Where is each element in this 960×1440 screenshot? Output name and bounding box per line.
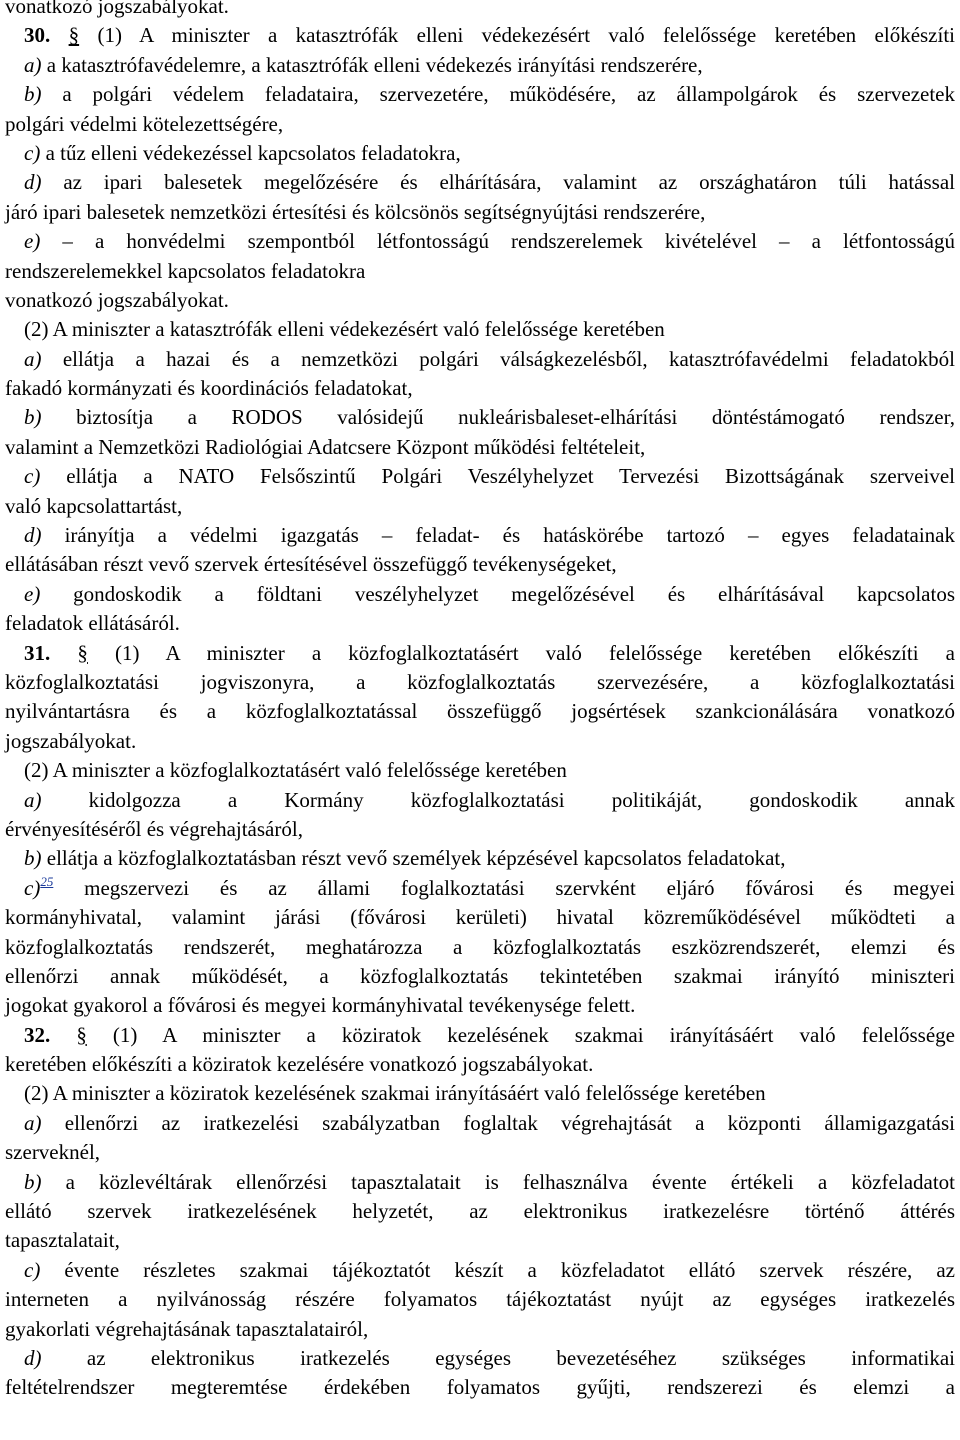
- list-item-c: [5, 139, 955, 168]
- item-text: ellátja a közfoglalkoztatásban részt vevő személyek képzésével kapcsolatos feladatokat,: [46, 846, 786, 871]
- item-text: a közlevéltárak ellenőrzési tapasztalatait is felhasználva évente értékeli a közfeladatot: [65, 1169, 956, 1194]
- list-item-a: [5, 786, 955, 815]
- subsection-heading: (2) A miniszter a köziratok kezelésének szakmai irányításáért való felelőssége keretében: [24, 1081, 766, 1106]
- item-text: ellenőrzi az iratkezelési szabályzatban foglaltak végrehajtását a központi államigazgatási: [64, 1110, 955, 1135]
- paragraph-line: valamint a Nemzetközi Radiológiai Adatcsere Központ működési feltételeit,: [5, 434, 646, 459]
- item-text: évente részletes szakmai tájékoztatót készít a közfeladatot ellátó szervek részére, az: [64, 1257, 955, 1282]
- item-text: a katasztrófavédelemre, a katasztrófák elleni védekezés irányítási rendszerére,: [46, 52, 703, 77]
- item-text: biztosítja a RODOS valósidejű nukleárisbaleset-elhárítási döntéstámogató rendszer,: [76, 405, 955, 430]
- item-letter: a): [24, 346, 42, 371]
- paragraph-line: ellátásában részt vevő szervek értesítésével összefüggő tevékenységeket,: [5, 552, 617, 577]
- list-item-d: [5, 168, 955, 197]
- paragraph-line: közfoglalkoztatás rendszerét, meghatározza a közfoglalkoztatás eszközrendszerét, elemzi és: [5, 934, 955, 959]
- paragraph-line: ellátó szervek iratkezelésének helyzetét, az elektronikus iratkezelésre történő áttérés: [5, 1199, 955, 1224]
- paragraph-line: keretében előkészíti a köziratok kezelésére vonatkozó jogszabályokat.: [5, 1052, 594, 1077]
- paragraph-line: kormányhivatal, valamint járási (fővárosi kerületi) hivatal közreműködésével működteti a: [5, 905, 955, 930]
- item-text: – a honvédelmi szempontból létfontosságú rendszerelemek kivételével – a létfontosságú: [62, 229, 955, 254]
- subsection-heading: (2) A miniszter a katasztrófák elleni védekezésért való felelőssége keretében: [24, 317, 665, 342]
- paragraph-line: érvényesítéséről és végrehajtásáról,: [5, 816, 303, 841]
- list-item-b: [5, 80, 955, 109]
- list-item-a: [5, 345, 955, 374]
- section-symbol: §: [77, 640, 88, 665]
- item-text: irányítja a védelmi igazgatás – feladat- és hatáskörébe tartozó – egyes feladatainak: [64, 523, 955, 548]
- item-letter: a): [24, 52, 42, 77]
- list-item-e: [5, 580, 955, 609]
- paragraph-line: közfoglalkoztatási jogviszonyra, a közfoglalkoztatás szervezésére, a közfoglalkoztatási: [5, 669, 955, 694]
- section-number: 30.: [24, 23, 51, 48]
- item-letter: a): [24, 1110, 42, 1135]
- item-text: kidolgozza a Kormány közfoglalkoztatási politikáját, gondoskodik annak: [88, 787, 955, 812]
- paragraph-line: gyakorlati végrehajtásának tapasztalatairól,: [5, 1316, 369, 1341]
- item-letter: b): [24, 1169, 42, 1194]
- paragraph-line: feltételrendszer megteremtése érdekében folyamatos gyűjti, rendszerezi és elemzi a: [5, 1375, 955, 1400]
- section-31-heading: [5, 639, 955, 668]
- section-symbol: §: [76, 1022, 87, 1047]
- paragraph-text: (1) A miniszter a katasztrófák elleni védekezésért való felelőssége keretében előkészíti: [97, 23, 956, 48]
- list-item-e: [5, 227, 955, 256]
- paragraph-line: jogszabályokat.: [5, 728, 137, 753]
- section-number: 31.: [24, 640, 51, 665]
- subsection-heading: (2) A miniszter a közfoglalkoztatásért való felelőssége keretében: [24, 758, 567, 783]
- list-item-d: [5, 1344, 955, 1373]
- item-letter: c): [24, 140, 41, 165]
- item-letter: b): [24, 846, 42, 871]
- item-letter: e): [24, 581, 41, 606]
- item-text: gondoskodik a földtani veszélyhelyzet megelőzésével és elhárításával kapcsolatos: [73, 581, 955, 606]
- paragraph-text: (1) A miniszter a közfoglalkoztatásért való felelőssége keretében előkészíti a: [115, 640, 956, 665]
- item-letter: c): [24, 1257, 41, 1282]
- item-text: megszervezi és az állami foglalkoztatási szervként eljáró fővárosi és megyei: [84, 875, 955, 900]
- item-text: ellátja a hazai és a nemzetközi polgári válságkezelésből, katasztrófavédelmi feladatokból: [62, 346, 955, 371]
- list-item-b: [5, 1168, 955, 1197]
- item-letter: c): [24, 875, 41, 900]
- paragraph-line: szerveknél,: [5, 1140, 101, 1165]
- paragraph-line: fakadó kormányzati és koordinációs feladatokat,: [5, 376, 413, 401]
- list-item-c: [5, 1256, 955, 1285]
- item-text: az ipari balesetek megelőzésére és elhárítására, valamint az országhatáron túli hatással: [63, 170, 955, 195]
- item-letter: b): [24, 82, 42, 107]
- list-item-a: [5, 1109, 955, 1138]
- item-text: a polgári védelem feladataira, szervezetére, működésére, az állampolgárok és szervezetek: [62, 82, 955, 107]
- list-item-b: [5, 403, 955, 432]
- item-text: ellátja a NATO Felsőszintű Polgári Veszélyhelyzet Tervezési Bizottságának szerveivel: [66, 464, 955, 489]
- paragraph-line: nyilvántartásra és a közfoglalkoztatással összefüggő jogsértések szankcionálására vonatkozó: [5, 699, 955, 724]
- item-letter: b): [24, 405, 42, 430]
- paragraph-line: vonatkozó jogszabályokat.: [5, 287, 229, 312]
- item-letter: c): [24, 464, 41, 489]
- paragraph-text: (1) A miniszter a köziratok kezelésének szakmai irányításáért való felelőssége: [112, 1022, 955, 1047]
- list-item-c: [5, 874, 955, 903]
- item-letter: e): [24, 229, 41, 254]
- list-item-d: [5, 521, 955, 550]
- paragraph-line: ellenőrzi annak működését, a közfoglalkoztatás tekintetében szakmai irányító miniszteri: [5, 963, 955, 988]
- paragraph-line: interneten a nyilvánosság részére folyamatos tájékoztatást nyújt az egységes iratkezelés: [5, 1287, 955, 1312]
- item-letter: d): [24, 523, 42, 548]
- paragraph-line: járó ipari balesetek nemzetközi értesítési és kölcsönös segítségnyújtási rendszerére,: [5, 199, 706, 224]
- paragraph-line: feladatok ellátásáról.: [5, 611, 180, 636]
- item-text: az elektronikus iratkezelés egységes bevezetéséhez szükséges informatikai: [86, 1345, 955, 1370]
- item-text: a tűz elleni védekezéssel kapcsolatos feladatokra,: [45, 140, 461, 165]
- document-page: [5, 0, 955, 1403]
- section-number: 32.: [24, 1022, 51, 1047]
- paragraph-line: való kapcsolattartást,: [5, 493, 183, 518]
- paragraph-line: jogokat gyakorol a fővárosi és megyei kormányhivatal tevékenysége felett.: [5, 993, 636, 1018]
- list-item-b: [5, 844, 955, 873]
- section-30-heading: [5, 21, 955, 50]
- footnote-link[interactable]: 25: [40, 873, 54, 889]
- item-letter: a): [24, 787, 42, 812]
- list-item-c: [5, 462, 955, 491]
- item-letter: d): [24, 1345, 42, 1370]
- section-symbol: §: [68, 23, 80, 48]
- list-item-a: [5, 51, 955, 80]
- paragraph-line: vonatkozó jogszabályokat.: [5, 0, 229, 18]
- item-letter: d): [24, 170, 42, 195]
- paragraph-line: rendszerelemekkel kapcsolatos feladatokra: [5, 258, 366, 283]
- paragraph-line: tapasztalatait,: [5, 1228, 120, 1253]
- section-32-heading: [5, 1021, 955, 1050]
- paragraph-line: polgári védelmi kötelezettségére,: [5, 111, 284, 136]
